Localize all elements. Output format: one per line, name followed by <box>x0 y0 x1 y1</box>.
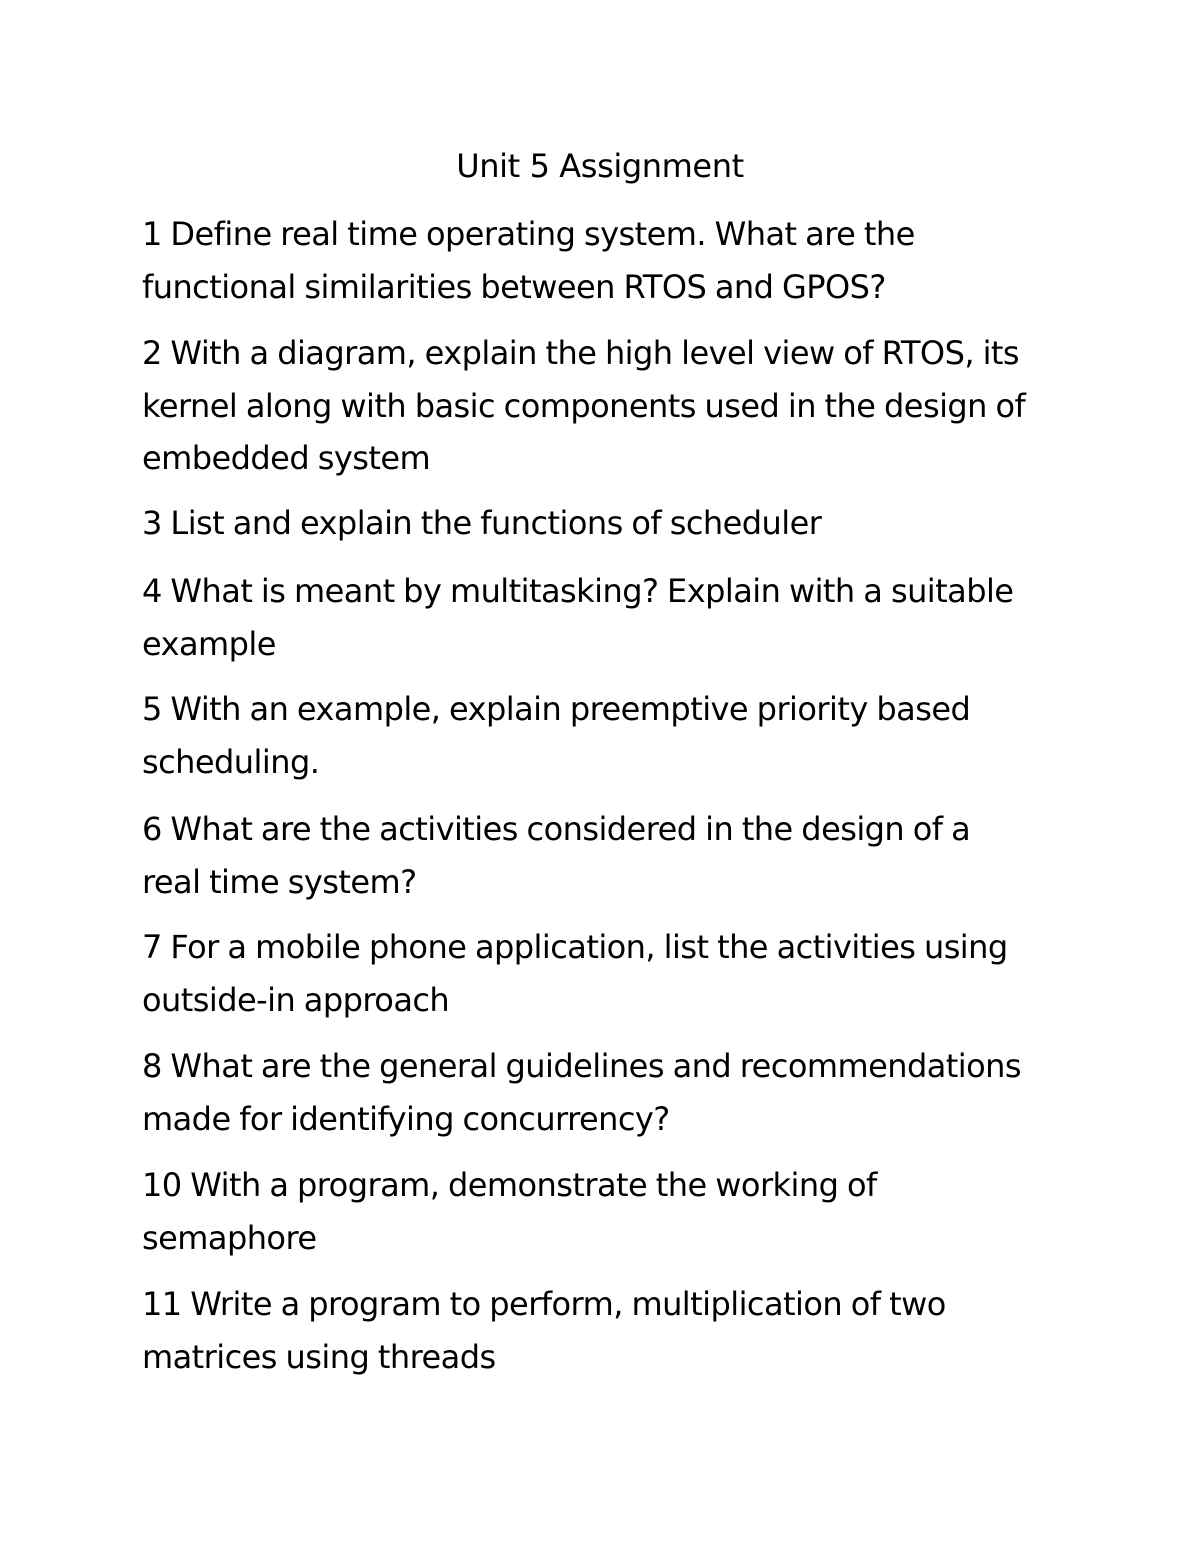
question-11 <box>142 1278 1102 1383</box>
question-line: 5 With an example, explain preemptive priority based <box>142 690 971 728</box>
question-line: embedded system <box>142 439 431 477</box>
question-line: 10 With a program, demonstrate the working of <box>142 1166 877 1204</box>
page-title: Unit 5 Assignment <box>456 147 744 185</box>
question-6 <box>142 803 1102 908</box>
question-line: matrices using threads <box>142 1337 496 1376</box>
question-line: 8 What are the general guidelines and recommendations <box>142 1047 1022 1085</box>
question-line: 11 Write a program to perform, multiplication of two <box>142 1285 946 1323</box>
question-line: functional similarities between RTOS and GPOS? <box>142 267 886 306</box>
question-3 <box>142 497 1102 550</box>
question-line: made for identifying concurrency? <box>142 1099 670 1138</box>
question-line: 7 For a mobile phone application, list the activities using <box>142 928 1008 966</box>
question-5 <box>142 683 1102 788</box>
question-2 <box>142 327 1102 485</box>
question-line: 6 What are the activities considered in the design of a <box>142 810 971 848</box>
question-4 <box>142 565 1102 670</box>
question-10 <box>142 1159 1102 1264</box>
question-line: 3 List and explain the functions of scheduler <box>142 504 822 542</box>
question-1 <box>142 208 1102 313</box>
question-line: kernel along with basic components used in the design of <box>142 386 1026 425</box>
question-line: scheduling. <box>142 742 320 781</box>
question-8 <box>142 1040 1102 1145</box>
question-line: semaphore <box>142 1218 317 1257</box>
question-line: 2 With a diagram, explain the high level view of RTOS, its <box>142 334 1020 372</box>
question-line: 1 Define real time operating system. What are the <box>142 215 915 253</box>
question-line: outside-in approach <box>142 980 450 1019</box>
question-7 <box>142 921 1102 1026</box>
question-line: real time system? <box>142 862 417 901</box>
question-line: 4 What is meant by multitasking? Explain with a suitable <box>142 572 1014 610</box>
question-line: example <box>142 624 276 663</box>
